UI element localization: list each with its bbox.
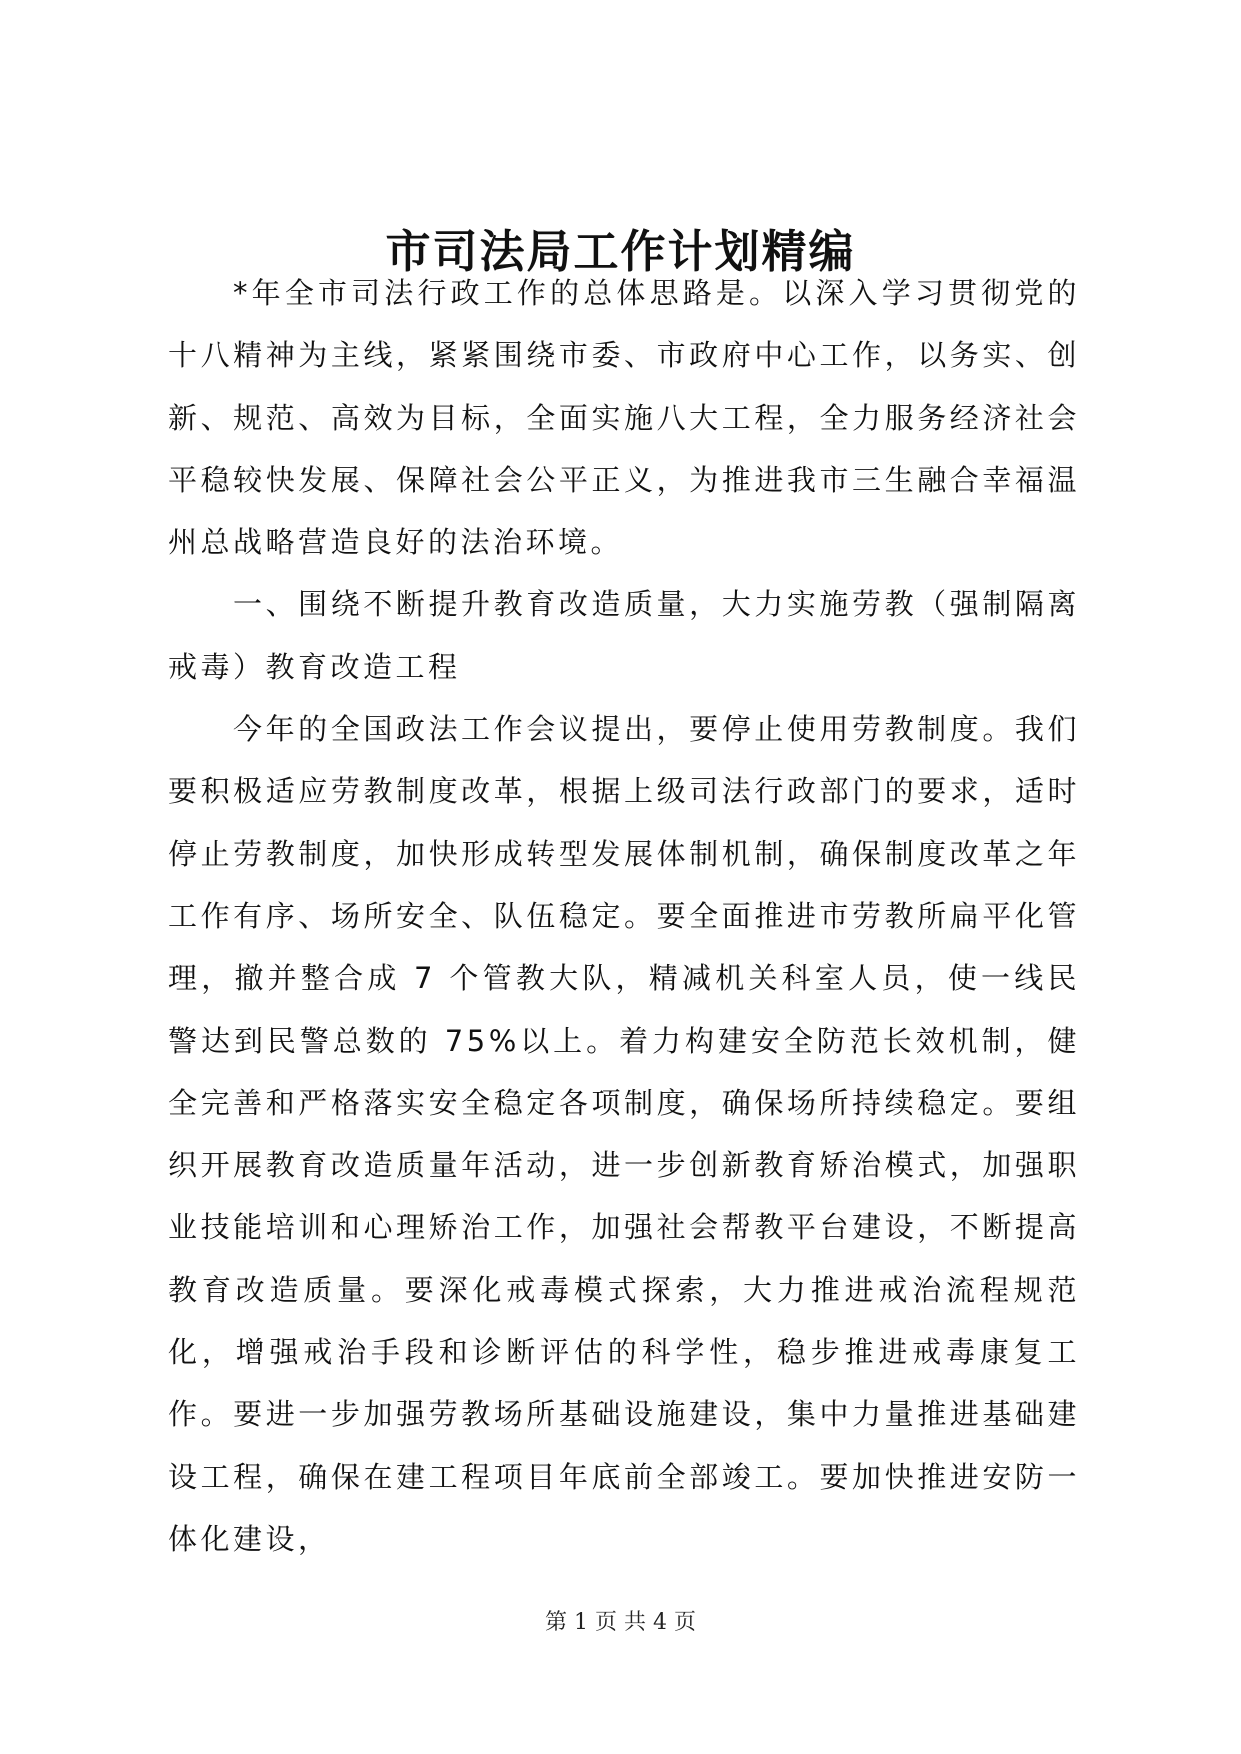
paragraph-overview: *年全市司法行政工作的总体思路是。以深入学习贯彻党的十八精神为主线，紧紧围绕市委、市政府中心工作，以务实、创新、规范、高效为目标，全面实施八大工程，全力服务经济社会平稳较快发展、保障社会公平正义，为推进我市三生融合幸福温州总战略营造良好的法治环境。	[168, 276, 1080, 560]
page-number-footer: 第 1 页 共 4 页	[545, 1610, 696, 1635]
paragraph-section-content: 今年的全国政法工作会议提出，要停止使用劳教制度。我们要积极适应劳教制度改革，根据上级司法行政部门的要求，适时停止劳教制度，加快形成转型发展体制机制，确保制度改革之年工作有序、场所安全、队伍稳定。要全面推进市劳教所扁平化管理，撤并整合成 7 个管教大队，精减机关科室人员，使一线民警达到民警总数的 75%以上。着力构建安全防范长效机制，健全完善和严格落实安全稳定各项制度，确保场所持续稳定。要组织开展教育改造质量年活动，进一步创新教育矫治模式，加强职业技能培训和心理矫治工作，加强社会帮教平台建设，不断提高教育改造质量。要深化戒毒模式探索，大力推进戒治流程规范化，增强戒治手段和诊断评估的科学性，稳步推进戒毒康复工作。要进一步加强劳教场所基础设施建设，集中力量推进基础建设工程，确保在建工程项目年底前全部竣工。要加快推进安防一体化建设，	[168, 712, 1080, 1556]
document-title: 市司法局工作计划精编	[385, 225, 856, 278]
document-body	[168, 262, 1080, 1570]
paragraph-section-heading: 一、围绕不断提升教育改造质量，大力实施劳教（强制隔离戒毒）教育改造工程	[168, 587, 1080, 684]
